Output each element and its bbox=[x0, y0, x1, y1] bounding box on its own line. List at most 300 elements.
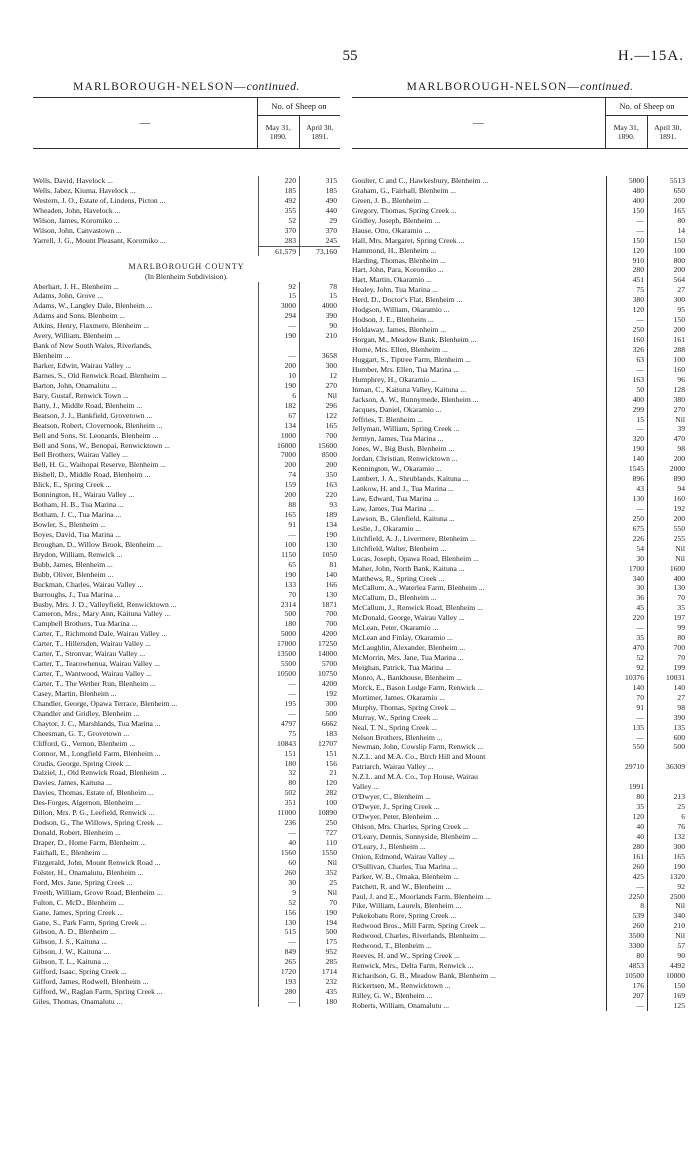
row-sheep-1890: — bbox=[606, 365, 647, 375]
row-name: Humphrey, H., Okaramio ... bbox=[352, 374, 437, 384]
table-row bbox=[33, 947, 340, 957]
row-sheep-1891: 134 bbox=[299, 520, 340, 530]
row-sheep-1891: 92 bbox=[647, 882, 688, 892]
row-sheep-1890: 340 bbox=[606, 574, 647, 584]
row-sheep-1891: 99 bbox=[647, 623, 688, 633]
row-sheep-1891: 163 bbox=[299, 480, 340, 490]
row-sheep-1891: 255 bbox=[647, 534, 688, 544]
row-sheep-1890: 163 bbox=[606, 375, 647, 385]
row-name: Hodgson, William, Okaramio ... bbox=[352, 305, 450, 315]
row-name: Murray, W., Spring Creek ... bbox=[352, 712, 438, 722]
row-name: Litchfield, A. J., Livermere, Blenheim ... bbox=[352, 533, 476, 543]
row-name: McLaughlin, Alexander, Blenheim ... bbox=[352, 643, 466, 653]
row-sheep-1890: 10843 bbox=[258, 739, 299, 749]
row-name: Reeves, H. and W., Spring Creek ... bbox=[352, 951, 460, 961]
row-sheep-1891: 200 bbox=[647, 454, 688, 464]
row-sheep-1891: Nil bbox=[299, 858, 340, 868]
row-sheep-1891: 128 bbox=[647, 385, 688, 395]
table-row bbox=[352, 911, 688, 921]
row-sheep-1891: 3658 bbox=[299, 351, 340, 361]
table-row bbox=[33, 600, 340, 610]
row-sheep-1891: 8500 bbox=[299, 450, 340, 460]
row-sheep-1891: 952 bbox=[299, 947, 340, 957]
row-sheep-1891: 285 bbox=[299, 957, 340, 967]
table-row bbox=[352, 385, 688, 395]
page-number: 55 bbox=[342, 48, 358, 64]
row-sheep-1890: 75 bbox=[258, 729, 299, 739]
row-sheep-1891: 232 bbox=[299, 977, 340, 987]
row-name: McCallum, D., Blenheim ... bbox=[352, 593, 437, 603]
table-row bbox=[352, 196, 688, 206]
left-table-body bbox=[33, 149, 340, 1007]
right-header-sheep-group: No. of Sheep on bbox=[606, 98, 688, 116]
row-name: Horgan, M., Meadow Bank, Blenheim ... bbox=[352, 335, 477, 344]
row-sheep-1890: 63 bbox=[606, 355, 647, 365]
table-row bbox=[352, 564, 688, 574]
row-name: Hart, Martin, Okaramio ... bbox=[352, 275, 432, 285]
row-name: Roberts, William, Onamalutu ... bbox=[352, 1000, 449, 1010]
table-row bbox=[352, 265, 688, 275]
row-name: Chaytor, J. C., Marshlands, Tua Marina ... bbox=[33, 718, 161, 728]
row-sheep-1891: 190 bbox=[299, 908, 340, 918]
row-sheep-1891: 39 bbox=[647, 424, 688, 434]
row-sheep-1890: — bbox=[258, 828, 299, 838]
row-name: Redwood Bros., Mill Farm, Spring Creek ... bbox=[352, 921, 486, 931]
table-row bbox=[33, 739, 340, 749]
row-sheep-1890: 140 bbox=[606, 454, 647, 464]
row-name: Green, J. B., Blenheim ... bbox=[352, 195, 429, 205]
table-row bbox=[352, 1001, 688, 1011]
row-sheep-1891: 140 bbox=[647, 683, 688, 693]
row-sheep-1890: 5000 bbox=[258, 629, 299, 639]
row-name: Bishell, D., Middle Road, Blenheim ... bbox=[33, 470, 151, 480]
row-sheep-1890: 88 bbox=[258, 500, 299, 510]
row-name: Clifford, G., Vernon, Blenheim ... bbox=[33, 738, 136, 748]
row-name: Meighan, Patrick, Tua Marina ... bbox=[352, 662, 451, 672]
row-sheep-1891: 29 bbox=[299, 216, 340, 226]
row-name: Brydon, William, Renwick ... bbox=[33, 549, 123, 559]
row-sheep-1890: 40 bbox=[258, 838, 299, 848]
row-sheep-1890: 1150 bbox=[258, 550, 299, 560]
row-name: Hart, John, Para, Koromiko ... bbox=[352, 265, 444, 275]
row-sheep-1891: 296 bbox=[299, 401, 340, 411]
row-sheep-1890: 5000 bbox=[606, 176, 647, 186]
table-row bbox=[33, 216, 340, 226]
right-title-main: MARLBOROUGH-NELSON— bbox=[406, 81, 581, 93]
row-sheep-1890: — bbox=[258, 937, 299, 947]
table-row bbox=[33, 878, 340, 888]
row-sheep-1890: 135 bbox=[606, 723, 647, 733]
row-name: Jellyman, William, Spring Creek ... bbox=[352, 424, 460, 434]
table-row bbox=[352, 395, 688, 405]
left-table-header bbox=[33, 98, 340, 149]
row-sheep-1890: 200 bbox=[258, 460, 299, 470]
row-sheep-1890: 190 bbox=[606, 444, 647, 454]
table-row bbox=[33, 669, 340, 679]
table-row bbox=[352, 474, 688, 484]
row-sheep-1890: 425 bbox=[606, 872, 647, 882]
row-sheep-1890: 92 bbox=[258, 282, 299, 292]
table-row bbox=[33, 997, 340, 1007]
row-name: Richardson, G. B., Meadow Bank, Blenheim ... bbox=[352, 971, 496, 980]
row-sheep-1890: 226 bbox=[606, 534, 647, 544]
table-row bbox=[33, 977, 340, 987]
table-row bbox=[33, 629, 340, 639]
row-sheep-1891: 130 bbox=[299, 590, 340, 600]
right-header-name-column: — bbox=[473, 117, 484, 129]
row-name: O'Dwyer, J., Spring Creek ... bbox=[352, 802, 440, 812]
table-row bbox=[352, 901, 688, 911]
row-sheep-1891: 192 bbox=[647, 504, 688, 514]
row-sheep-1891: 700 bbox=[299, 609, 340, 619]
table-row bbox=[352, 663, 688, 673]
table-row bbox=[33, 196, 340, 206]
table-row bbox=[33, 927, 340, 937]
table-row bbox=[352, 971, 688, 981]
row-sheep-1890: 190 bbox=[258, 570, 299, 580]
table-row bbox=[33, 520, 340, 530]
table-row bbox=[352, 365, 688, 375]
row-sheep-1891: 340 bbox=[647, 911, 688, 921]
row-name: Adams, W., Langley Dale, Blenheim ... bbox=[33, 301, 153, 311]
table-row bbox=[352, 574, 688, 584]
row-name: Botham, J. C., Tua Marina ... bbox=[33, 510, 122, 520]
row-sheep-1890: 451 bbox=[606, 275, 647, 285]
table-row bbox=[33, 480, 340, 490]
table-row bbox=[33, 550, 340, 560]
table-row bbox=[33, 341, 340, 351]
row-sheep-1890: 2250 bbox=[606, 892, 647, 902]
row-sheep-1890: 165 bbox=[258, 510, 299, 520]
row-name: Nelson Brothers, Blenheim ... bbox=[352, 732, 443, 742]
row-sheep-1891: 300 bbox=[299, 699, 340, 709]
row-name: Chandler and Gridley, Blenheim ... bbox=[33, 708, 140, 718]
right-title-continued: continued. bbox=[580, 81, 634, 93]
row-name: Wilson, James, Koromiko ... bbox=[33, 215, 120, 225]
table-row bbox=[33, 450, 340, 460]
table-row bbox=[352, 256, 688, 266]
row-name: Kennington, W., Okaramio ... bbox=[352, 464, 442, 474]
row-sheep-1890: 3500 bbox=[606, 931, 647, 941]
row-name: Draper, D., Home Farm, Blenheim ... bbox=[33, 838, 147, 847]
row-sheep-1890: 151 bbox=[258, 749, 299, 759]
row-name: Gridley, Joseph, Blenheim ... bbox=[352, 215, 441, 225]
row-sheep-1891: 161 bbox=[647, 335, 688, 345]
row-sheep-1890: 502 bbox=[258, 788, 299, 798]
row-sheep-1890: 299 bbox=[606, 405, 647, 415]
row-name: Maher, John, North Bank, Kaituna ... bbox=[352, 563, 465, 573]
left-header-sheep bbox=[257, 98, 340, 148]
row-sheep-1891: 250 bbox=[299, 818, 340, 828]
row-name: O'Leary, J., Blenheim ... bbox=[352, 841, 426, 851]
table-row bbox=[33, 659, 340, 669]
table-row bbox=[33, 371, 340, 381]
row-sheep-1890: 92 bbox=[606, 663, 647, 673]
row-sheep-1891: 220 bbox=[299, 490, 340, 500]
row-sheep-1890: 280 bbox=[606, 842, 647, 852]
table-row bbox=[33, 967, 340, 977]
row-sheep-1891: 5513 bbox=[647, 176, 688, 186]
row-sheep-1890: 4797 bbox=[258, 719, 299, 729]
table-row bbox=[33, 282, 340, 292]
table-row bbox=[33, 699, 340, 709]
row-sheep-1890: 207 bbox=[606, 991, 647, 1001]
table-row bbox=[33, 828, 340, 838]
table-row bbox=[33, 560, 340, 570]
row-name: Fulton, C. McD., Blenheim ... bbox=[33, 897, 124, 907]
row-sheep-1890: 500 bbox=[258, 609, 299, 619]
row-sheep-1891: 390 bbox=[647, 713, 688, 723]
row-sheep-1891: 200 bbox=[647, 196, 688, 206]
row-name: Valley ... bbox=[352, 782, 379, 792]
row-sheep-1891: 490 bbox=[299, 196, 340, 206]
row-sheep-1890: 52 bbox=[258, 216, 299, 226]
row-sheep-1890: 35 bbox=[606, 802, 647, 812]
row-sheep-1891: 90 bbox=[299, 321, 340, 331]
row-sheep-1891: 17250 bbox=[299, 639, 340, 649]
row-sheep-1890: 9 bbox=[258, 888, 299, 898]
row-name: Gifford, Isaac, Spring Creek ... bbox=[33, 967, 127, 977]
table-row bbox=[33, 490, 340, 500]
row-sheep-1890: 351 bbox=[258, 798, 299, 808]
table-row bbox=[352, 792, 688, 802]
row-name: Morck, E., Bason Lodge Farm, Renwick ... bbox=[352, 682, 483, 692]
table-row bbox=[352, 613, 688, 623]
row-name: Avery, William, Blenheim ... bbox=[33, 331, 121, 341]
row-sheep-1890: 50 bbox=[606, 385, 647, 395]
row-sheep-1890: 16000 bbox=[258, 441, 299, 451]
row-sheep-1890: 910 bbox=[606, 256, 647, 266]
table-row bbox=[33, 957, 340, 967]
row-name: Matthews, R., Spring Creek ... bbox=[352, 573, 445, 583]
row-sheep-1891: 100 bbox=[299, 798, 340, 808]
table-row bbox=[352, 444, 688, 454]
row-sheep-1891: 470 bbox=[647, 434, 688, 444]
row-name: Holdaway, James, Blenheim ... bbox=[352, 325, 446, 335]
row-sheep-1890: 280 bbox=[606, 265, 647, 275]
row-sheep-1891: 15600 bbox=[299, 441, 340, 451]
row-sheep-1891: 125 bbox=[647, 1001, 688, 1011]
row-sheep-1890: 220 bbox=[606, 613, 647, 623]
table-row bbox=[352, 335, 688, 345]
table-row bbox=[352, 454, 688, 464]
row-sheep-1890: 15 bbox=[258, 291, 299, 301]
table-row bbox=[352, 633, 688, 643]
left-rows-havelock bbox=[33, 176, 340, 246]
row-sheep-1890: 539 bbox=[606, 911, 647, 921]
row-name: Gibson, J. W., Kaituna ... bbox=[33, 947, 110, 957]
row-sheep-1891: 1600 bbox=[647, 564, 688, 574]
row-sheep-1891: 1550 bbox=[299, 848, 340, 858]
row-sheep-1890: 52 bbox=[606, 653, 647, 663]
row-name: Western, J. O., Estate of, Lindens, Picton ... bbox=[33, 195, 166, 205]
row-sheep-1890: 4853 bbox=[606, 961, 647, 971]
row-sheep-1891: 165 bbox=[647, 206, 688, 216]
row-sheep-1890: 480 bbox=[606, 186, 647, 196]
table-row bbox=[352, 405, 688, 415]
row-sheep-1891: 300 bbox=[647, 842, 688, 852]
right-table-body bbox=[352, 149, 688, 1011]
row-sheep-1891: 166 bbox=[299, 580, 340, 590]
row-name: Atkins, Henry, Flaxmere, Blenheim ... bbox=[33, 321, 149, 331]
table-row bbox=[352, 832, 688, 842]
row-sheep-1891: 190 bbox=[299, 530, 340, 540]
table-row bbox=[352, 951, 688, 961]
row-name: Humber, Mrs. Ellen, Tua Marina ... bbox=[352, 364, 460, 374]
row-name: Murphy, Thomas, Spring Creek ... bbox=[352, 702, 456, 712]
row-name: Botham, H. B., Tua Marina ... bbox=[33, 500, 124, 510]
row-name: Pukekobatu Rore, Spring Creek ... bbox=[352, 911, 457, 921]
row-name: Law, Edward, Tua Marina ... bbox=[352, 494, 440, 503]
row-name: Inman, C., Kaituna Valley, Kaituna ... bbox=[352, 384, 467, 394]
row-sheep-1891: 93 bbox=[299, 500, 340, 510]
row-name: Dodson, G., The Willows, Spring Creek ... bbox=[33, 818, 163, 828]
table-row bbox=[352, 603, 688, 613]
row-sheep-1890: 65 bbox=[258, 560, 299, 570]
row-sheep-1890: — bbox=[606, 1001, 647, 1011]
row-sheep-1891: 95 bbox=[647, 305, 688, 315]
row-sheep-1891: 350 bbox=[299, 470, 340, 480]
row-name: Giles, Thomas, Onamalutu ... bbox=[33, 997, 123, 1006]
row-sheep-1891: 25 bbox=[647, 802, 688, 812]
row-sheep-1891: 76 bbox=[647, 822, 688, 832]
row-sheep-1891: 156 bbox=[299, 759, 340, 769]
left-header-col-1891: April 30, 1891. bbox=[299, 116, 341, 148]
row-sheep-1890: 370 bbox=[258, 226, 299, 236]
row-name: Ohlson, Mrs. Charles, Spring Creek ... bbox=[352, 821, 469, 831]
row-sheep-1891: 190 bbox=[647, 862, 688, 872]
row-sheep-1891: 135 bbox=[647, 723, 688, 733]
row-name: Donald, Robert, Blenheim ... bbox=[33, 828, 121, 838]
row-sheep-1891: 2000 bbox=[647, 464, 688, 474]
table-row bbox=[33, 540, 340, 550]
row-sheep-1890: 250 bbox=[606, 514, 647, 524]
row-sheep-1891: Nil bbox=[299, 888, 340, 898]
table-row bbox=[33, 226, 340, 236]
left-rows-county bbox=[33, 282, 340, 1007]
row-sheep-1890: 40 bbox=[606, 822, 647, 832]
row-sheep-1891: 189 bbox=[299, 510, 340, 520]
row-name: Wilson, John, Canvastown ... bbox=[33, 225, 122, 235]
row-sheep-1890: 180 bbox=[258, 759, 299, 769]
table-row bbox=[352, 355, 688, 365]
table-row bbox=[33, 788, 340, 798]
table-row bbox=[33, 411, 340, 421]
row-name: Jeffries, T. Blenheim ... bbox=[352, 414, 423, 424]
row-sheep-1890: 60 bbox=[258, 858, 299, 868]
row-sheep-1891: Nil bbox=[647, 544, 688, 554]
row-name: McMorrin, Mrs. Jane, Tua Marina ... bbox=[352, 653, 464, 662]
row-name: Cheesman, G. T., Grovetown ... bbox=[33, 728, 130, 738]
table-row bbox=[33, 470, 340, 480]
row-sheep-1890: 1560 bbox=[258, 848, 299, 858]
row-sheep-1890: — bbox=[606, 226, 647, 236]
table-row bbox=[33, 460, 340, 470]
row-name: Horne, Mrs. Ellen, Blenheim ... bbox=[352, 344, 448, 354]
row-sheep-1890: — bbox=[606, 733, 647, 743]
row-name: Healey, John, Tua Marina ... bbox=[352, 285, 438, 295]
row-name: Aberhart, J. H., Blenheim ... bbox=[33, 281, 119, 291]
left-header-name-column: — bbox=[139, 117, 151, 129]
table-row bbox=[33, 759, 340, 769]
table-row bbox=[352, 593, 688, 603]
row-name: Bubb, James, Blenheim ... bbox=[33, 559, 113, 569]
right-header-col-1890: May 31, 1890. bbox=[613, 123, 639, 141]
table-row bbox=[352, 484, 688, 494]
row-sheep-1891: 150 bbox=[647, 981, 688, 991]
row-sheep-1890: 236 bbox=[258, 818, 299, 828]
row-sheep-1890: 260 bbox=[258, 868, 299, 878]
table-row bbox=[33, 580, 340, 590]
row-sheep-1890: 294 bbox=[258, 311, 299, 321]
table-row bbox=[33, 530, 340, 540]
table-row bbox=[352, 524, 688, 534]
row-name: Dillon, Mrs. P. G., Leefield, Renwick ... bbox=[33, 808, 155, 818]
row-sheep-1890: 400 bbox=[606, 395, 647, 405]
row-sheep-1890: 70 bbox=[258, 590, 299, 600]
row-sheep-1890: — bbox=[258, 997, 299, 1007]
row-name: Monro, A., Bankhouse, Blenheim ... bbox=[352, 672, 462, 682]
row-sheep-1890: 10 bbox=[258, 371, 299, 381]
right-header-sheep bbox=[605, 98, 688, 148]
table-row bbox=[352, 872, 688, 882]
table-row bbox=[33, 868, 340, 878]
row-sheep-1890 bbox=[606, 772, 647, 782]
row-name: Jackson, A. W., Runnymede, Blenheim ... bbox=[352, 394, 479, 404]
table-row bbox=[33, 311, 340, 321]
row-sheep-1890: 17000 bbox=[258, 639, 299, 649]
row-sheep-1890: 150 bbox=[606, 236, 647, 246]
table-row bbox=[33, 679, 340, 689]
table-row bbox=[352, 544, 688, 554]
row-name: Fitzgerald, John, Mount Renwick Road ... bbox=[33, 857, 161, 867]
table-row bbox=[352, 534, 688, 544]
row-sheep-1890: 1720 bbox=[258, 967, 299, 977]
row-sheep-1891: 57 bbox=[647, 941, 688, 951]
row-sheep-1890: 11000 bbox=[258, 808, 299, 818]
row-sheep-1890: 30 bbox=[258, 878, 299, 888]
row-name: O'Sullivan, Charles, Tua Marina ... bbox=[352, 861, 458, 871]
row-sheep-1891: 435 bbox=[299, 987, 340, 997]
row-name: Wells, Jabez, Kiuma, Havelock ... bbox=[33, 185, 136, 195]
row-sheep-1890: 470 bbox=[606, 643, 647, 653]
table-row bbox=[352, 882, 688, 892]
row-name: Gane, S., Park Farm, Spring Creek ... bbox=[33, 917, 147, 927]
row-sheep-1890: 320 bbox=[606, 434, 647, 444]
row-name: Hodson, J. E., Blenheim ... bbox=[352, 315, 434, 325]
table-row bbox=[352, 424, 688, 434]
table-row bbox=[352, 295, 688, 305]
row-sheep-1891: 6 bbox=[647, 812, 688, 822]
row-sheep-1890: — bbox=[606, 504, 647, 514]
row-sheep-1890: 3300 bbox=[606, 941, 647, 951]
row-sheep-1891: 94 bbox=[647, 484, 688, 494]
table-row bbox=[352, 554, 688, 564]
row-sheep-1891: 700 bbox=[647, 643, 688, 653]
row-sheep-1891: 120 bbox=[299, 778, 340, 788]
right-rows bbox=[352, 176, 688, 1011]
row-name: Broughan, D., Willow Brook, Blenheim ... bbox=[33, 539, 163, 549]
row-sheep-1891: 180 bbox=[299, 997, 340, 1007]
row-name: Lankow, H. and J., Tua Marina ... bbox=[352, 484, 454, 494]
row-sheep-1890: 74 bbox=[258, 470, 299, 480]
row-name: Hammond, H., Blenheim ... bbox=[352, 245, 437, 255]
row-name: Rickertsen, M., Renwicktown ... bbox=[352, 980, 451, 990]
row-sheep-1890: 80 bbox=[606, 792, 647, 802]
row-sheep-1891: 300 bbox=[299, 361, 340, 371]
row-sheep-1891: 12707 bbox=[299, 739, 340, 749]
left-column-title bbox=[33, 80, 340, 98]
